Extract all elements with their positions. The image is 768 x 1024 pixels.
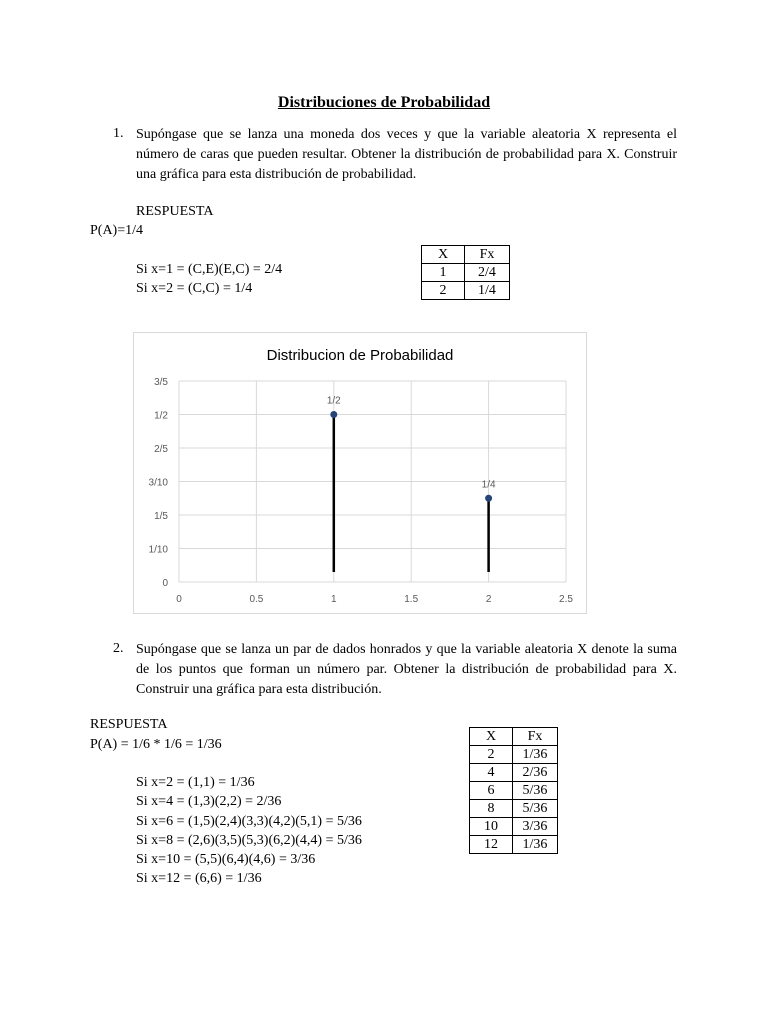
table-cell: 1/36 bbox=[513, 746, 558, 764]
x-tick-label: 1 bbox=[331, 594, 337, 605]
table-header-cell: X bbox=[470, 728, 513, 746]
question-1-text bbox=[136, 125, 677, 185]
table-cell: 2 bbox=[470, 746, 513, 764]
q2-distribution-table bbox=[469, 727, 558, 854]
table-row bbox=[470, 836, 558, 854]
table-header-cell: Fx bbox=[465, 246, 510, 264]
y-tick-label: 2/5 bbox=[154, 444, 168, 455]
table-cell: 1/4 bbox=[465, 282, 510, 300]
table-row bbox=[470, 800, 558, 818]
table-cell: 6 bbox=[470, 782, 513, 800]
y-tick-label: 3/5 bbox=[154, 377, 168, 388]
data-point bbox=[485, 495, 492, 502]
table-cell: 5/36 bbox=[513, 782, 558, 800]
data-point bbox=[330, 411, 337, 418]
table-header-row bbox=[422, 246, 510, 264]
y-tick-label: 1/10 bbox=[148, 544, 168, 556]
probability-chart bbox=[133, 332, 587, 614]
q1-line-1: Si x=1 = (C,E)(E,C) = 2/4 bbox=[136, 262, 283, 277]
q2-line-1: Si x=2 = (1,1) = 1/36 bbox=[136, 775, 255, 790]
table-row bbox=[470, 782, 558, 800]
table-cell: 12 bbox=[470, 836, 513, 854]
table-cell: 2/36 bbox=[513, 764, 558, 782]
table-header-cell: Fx bbox=[513, 728, 558, 746]
q2-respuesta-label: RESPUESTA bbox=[90, 717, 168, 732]
table-row bbox=[422, 282, 510, 300]
table-row bbox=[470, 746, 558, 764]
chart-title: Distribucion de Probabilidad bbox=[266, 347, 454, 364]
question-2-number: 2. bbox=[113, 641, 124, 656]
question-1-number: 1. bbox=[113, 126, 124, 141]
question-2-body: Supóngase que se lanza un par de dados honrados y que la variable aleatoria X denote la suma de los puntos que forman un número par. Obtener la distribución de probabilidad para X. Construir una gráfica para esta distribución. bbox=[136, 642, 677, 697]
q2-line-6: Si x=12 = (6,6) = 1/36 bbox=[136, 871, 262, 886]
question-2-text bbox=[136, 640, 677, 700]
x-tick-label: 2 bbox=[485, 594, 492, 605]
q2-pa: P(A) = 1/6 * 1/6 = 1/36 bbox=[90, 737, 222, 752]
data-label: 1/4 bbox=[481, 479, 496, 491]
y-tick-label: 0 bbox=[162, 578, 168, 589]
x-tick-label: 2.5 bbox=[559, 594, 573, 605]
y-tick-label: 3/10 bbox=[148, 477, 168, 489]
table-cell: 5/36 bbox=[513, 800, 558, 818]
table-cell: 4 bbox=[470, 764, 513, 782]
q2-line-3: Si x=6 = (1,5)(2,4)(3,3)(4,2)(5,1) = 5/36 bbox=[136, 814, 362, 829]
table-cell: 1 bbox=[422, 264, 465, 282]
x-tick-label: 0 bbox=[176, 594, 182, 605]
q1-pa: P(A)=1/4 bbox=[90, 223, 144, 238]
q2-line-5: Si x=10 = (5,5)(6,4)(4,6) = 3/36 bbox=[136, 852, 316, 867]
question-1-body: Supóngase que se lanza una moneda dos veces y que la variable aleatoria X representa el número de caras que pueden resultar. Obtener la distribución de probabilidad para X. Construir una gráfica para esta distribución de probabilidad. bbox=[136, 127, 677, 182]
table-row bbox=[422, 264, 510, 282]
y-tick-label: 1/5 bbox=[154, 511, 168, 522]
table-cell: 1/36 bbox=[513, 836, 558, 854]
q2-line-2: Si x=4 = (1,3)(2,2) = 2/36 bbox=[136, 794, 282, 809]
page-title: Distribuciones de Probabilidad bbox=[277, 94, 491, 111]
table-cell: 2/4 bbox=[465, 264, 510, 282]
table-cell: 2 bbox=[422, 282, 465, 300]
table-cell: 10 bbox=[470, 818, 513, 836]
q1-distribution-table bbox=[421, 245, 510, 300]
q1-respuesta-label: RESPUESTA bbox=[136, 204, 214, 219]
x-tick-label: 0.5 bbox=[249, 594, 264, 605]
table-header-cell: X bbox=[422, 246, 465, 264]
data-label: 1/2 bbox=[326, 395, 341, 407]
table-header-row bbox=[470, 728, 558, 746]
table-row bbox=[470, 818, 558, 836]
q1-line-2: Si x=2 = (C,C) = 1/4 bbox=[136, 281, 253, 296]
q2-line-4: Si x=8 = (2,6)(3,5)(5,3)(6,2)(4,4) = 5/36 bbox=[136, 833, 362, 848]
table-cell: 8 bbox=[470, 800, 513, 818]
table-cell: 3/36 bbox=[513, 818, 558, 836]
chart-svg bbox=[134, 333, 586, 613]
y-tick-label: 1/2 bbox=[154, 410, 168, 422]
x-tick-label: 1.5 bbox=[404, 594, 419, 605]
table-row bbox=[470, 764, 558, 782]
